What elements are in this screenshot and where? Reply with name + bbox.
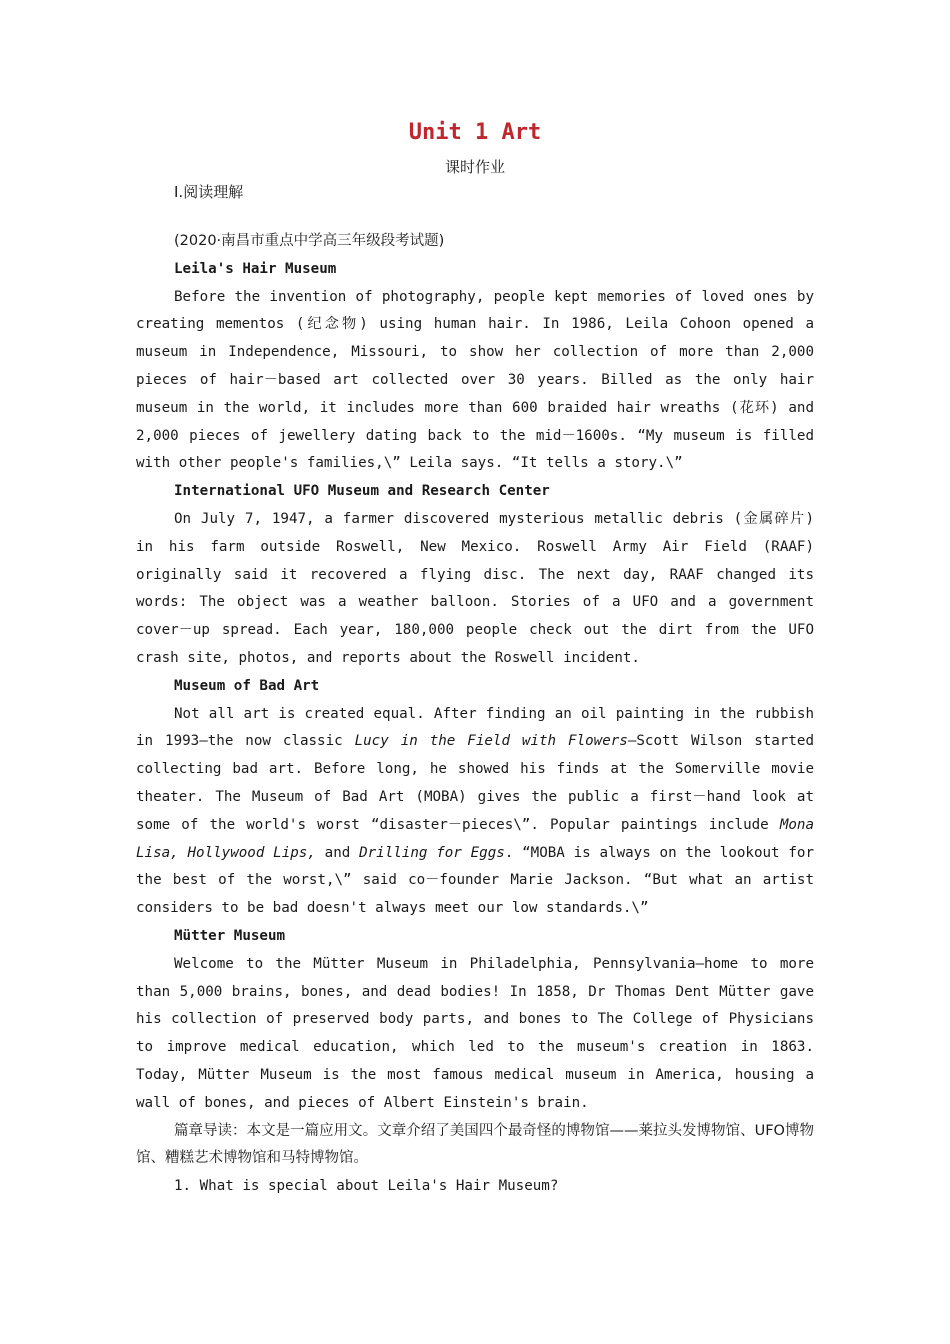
section-heading: Ⅰ.阅读理解 <box>174 183 244 201</box>
question-1: 1. What is special about Leila's Hair Museum? <box>174 1178 559 1195</box>
painting-title: Mona Lisa, <box>136 816 814 861</box>
passage-heading-hair-museum: Leila's Hair Museum <box>174 260 337 277</box>
passage-heading-mutter-museum: Mütter Museum <box>174 927 286 944</box>
passage-body-hair-museum: Before the invention of photography, people kept memories of loved ones by creating mementos (纪念物) using human hair. In 1986, Leila Cohoon opened a museum in Independence, Missouri, to show her collection of more than 2,000 pieces of hair－based art collected over 30 years. Billed as the only hair museum in the world, it includes more than 600 braided hair wreaths (花环) and 2,000 pieces of jewellery dating back to the mid－1600s. “My museum is filled with other people's families,\” Leila says. “It tells a story.\” <box>136 288 814 472</box>
passage-body-bad-art-museum <box>136 701 814 923</box>
body-text: and <box>315 844 360 861</box>
passage-body-mutter-museum: Welcome to the Mütter Museum in Philadelphia, Pennsylvania—home to more than 5,000 brains, bones, and dead bodies! In 1858, Dr Thomas Dent Mütter gave his collection of preserved body parts, and bones to The College of Physicians to improve medical education, which led to the museum's creation in 1863. Today, Mütter Museum is the most famous medical museum in America, housing a wall of bones, and pieces of Albert Einstein's brain. <box>136 955 814 1111</box>
body-text: Not all art is created equal. After finding an oil painting in the rubbish in 1993—the now classic <box>136 705 814 750</box>
body-text <box>179 845 188 861</box>
chapter-guide: 篇章导读：本文是一篇应用文。文章介绍了美国四个最奇怪的博物馆——莱拉头发博物馆、UFO博物馆、糟糕艺术博物馆和马特博物馆。 <box>136 1122 814 1167</box>
painting-title: Lucy in the Field with Flowers <box>354 733 628 750</box>
passage-heading-ufo-museum: International UFO Museum and Research Center <box>174 483 550 500</box>
body-text: . “MOBA is always on the lookout for the best of the worst,\” said co－founder Marie Jackson. “But what an artist considers to be bad doesn't always meet our low standards.\” <box>136 844 815 917</box>
source-note: (2020·南昌市重点中学高三年级段考试题) <box>174 233 445 249</box>
reading-content <box>136 228 814 1201</box>
passage-body-ufo-museum: On July 7, 1947, a farmer discovered mysterious metallic debris (金属碎片) in his farm outside Roswell, New Mexico. Roswell Army Air Field (RAAF) originally said it recovered a flying disc. The next day, RAAF changed its words: The object was a weather balloon. Stories of a UFO and a government cover－up spread. Each year, 180,000 people check out the dirt from the UFO crash site, photos, and reports about the Roswell incident. <box>136 510 814 666</box>
passage-heading-bad-art-museum: Museum of Bad Art <box>174 677 320 694</box>
painting-title: Hollywood Lips, <box>187 844 316 861</box>
body-text: —Scott Wilson started collecting bad art. Before long, he showed his finds at the Somerville movie theater. The Museum of Bad Art (MOBA) gives the public a first－hand look at some of the world's worst “disaster－pieces\”. Popular paintings include <box>136 733 815 833</box>
painting-title: Drilling for Eggs <box>359 844 505 861</box>
page-subtitle: 课时作业 <box>444 158 505 176</box>
page-title: Unit 1 Art <box>408 120 542 145</box>
